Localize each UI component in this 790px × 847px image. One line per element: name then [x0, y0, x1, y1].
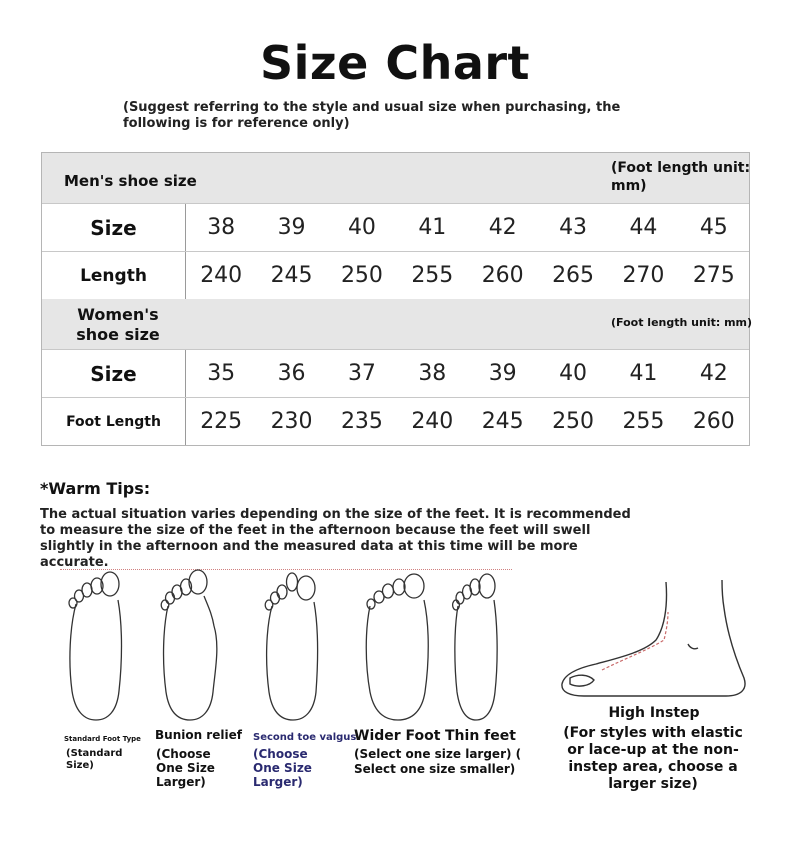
women-length-header: Foot Length: [42, 398, 186, 445]
standard-foot-caption: Standard Foot Type: [64, 735, 141, 743]
high-instep-note: (For styles with elastic or lace-up at the non-instep area, choose a larger size): [563, 725, 743, 792]
women-size-cell: 39: [488, 361, 517, 386]
men-length-cell: 250: [340, 263, 383, 288]
men-size-cell: 41: [418, 215, 447, 240]
men-length-cell: 255: [411, 263, 454, 288]
women-length-cell: 240: [411, 409, 454, 434]
men-length-cell: 265: [552, 263, 595, 288]
men-size-header: Size: [42, 204, 186, 251]
bunion-caption: Bunion relief: [155, 728, 242, 742]
men-size-cell: 39: [277, 215, 306, 240]
women-size-cell: 40: [559, 361, 588, 386]
men-length-cell: 240: [200, 263, 243, 288]
men-length-header: Length: [42, 252, 186, 299]
men-header-band: [42, 153, 749, 203]
valgus-note: (Choose One Size Larger): [253, 747, 312, 789]
women-size-cell: 35: [207, 361, 236, 386]
men-size-cells: [186, 204, 749, 251]
bunion-note: (Choose One Size Larger): [156, 747, 215, 789]
men-length-row: [42, 251, 749, 299]
women-length-row: [42, 397, 749, 445]
women-size-cell: 38: [418, 361, 447, 386]
men-unit-note: (Foot length unit: mm): [611, 160, 751, 194]
valgus-caption: Second toe valgus: [253, 732, 357, 743]
men-size-cell: 40: [347, 215, 376, 240]
bunion-foot-illustration: [158, 566, 222, 724]
women-size-header: Size: [42, 350, 186, 397]
tips-title: *Warm Tips:: [40, 479, 151, 498]
women-size-cell: 41: [629, 361, 658, 386]
second-toe-valgus-illustration: [260, 566, 324, 724]
women-size-cell: 37: [347, 361, 376, 386]
men-size-cell: 45: [699, 215, 728, 240]
men-size-cell: 44: [629, 215, 658, 240]
wider-foot-note: (Select one size larger) (: [354, 747, 522, 761]
women-label: Women's shoe size: [76, 305, 160, 344]
men-length-cell: 270: [622, 263, 665, 288]
men-length-cell: 275: [692, 263, 735, 288]
women-unit-note: (Foot length unit: mm): [611, 316, 753, 329]
women-header-band: [42, 299, 753, 349]
men-size-cell: 38: [207, 215, 236, 240]
page-title: Size Chart: [259, 36, 531, 90]
men-size-row: [42, 203, 749, 251]
women-length-cell: 225: [200, 409, 243, 434]
tips-text: The actual situation varies depending on the size of the feet. It is recommended to measure the size of the feet in the afternoon because the feet will swell slightly in the afternoon and the measured data at this time will be more accurate.: [40, 507, 631, 570]
women-size-row: [42, 349, 749, 397]
women-size-cells: [186, 350, 749, 397]
women-length-cell: 255: [622, 409, 665, 434]
women-length-cell: 245: [481, 409, 524, 434]
standard-foot-note: (Standard Size): [66, 748, 123, 771]
subtitle-note: (Suggest referring to the style and usual size when purchasing, the following is for reference only): [123, 100, 621, 131]
standard-foot-illustration: [64, 566, 128, 724]
thin-foot-note: Select one size smaller): [354, 762, 516, 776]
women-length-cell: 250: [552, 409, 595, 434]
size-table: [41, 152, 753, 446]
high-instep-caption: High Instep: [608, 705, 700, 721]
women-length-cell: 230: [270, 409, 313, 434]
thin-foot-caption: Thin feet: [445, 728, 516, 744]
men-length-cells: [186, 252, 749, 299]
women-size-cell: 42: [699, 361, 728, 386]
men-size-cell: 43: [559, 215, 588, 240]
wider-foot-illustration: [362, 566, 434, 724]
women-length-cells: [186, 398, 749, 445]
women-size-cell: 36: [277, 361, 306, 386]
men-size-cell: 42: [488, 215, 517, 240]
high-instep-illustration: [556, 578, 752, 702]
women-length-cell: 235: [340, 409, 383, 434]
men-label: Men's shoe size: [64, 172, 197, 190]
men-length-cell: 260: [481, 263, 524, 288]
wider-foot-caption: Wider Foot: [354, 728, 441, 744]
women-length-cell: 260: [692, 409, 735, 434]
thin-foot-illustration: [448, 566, 504, 724]
men-length-cell: 245: [270, 263, 313, 288]
